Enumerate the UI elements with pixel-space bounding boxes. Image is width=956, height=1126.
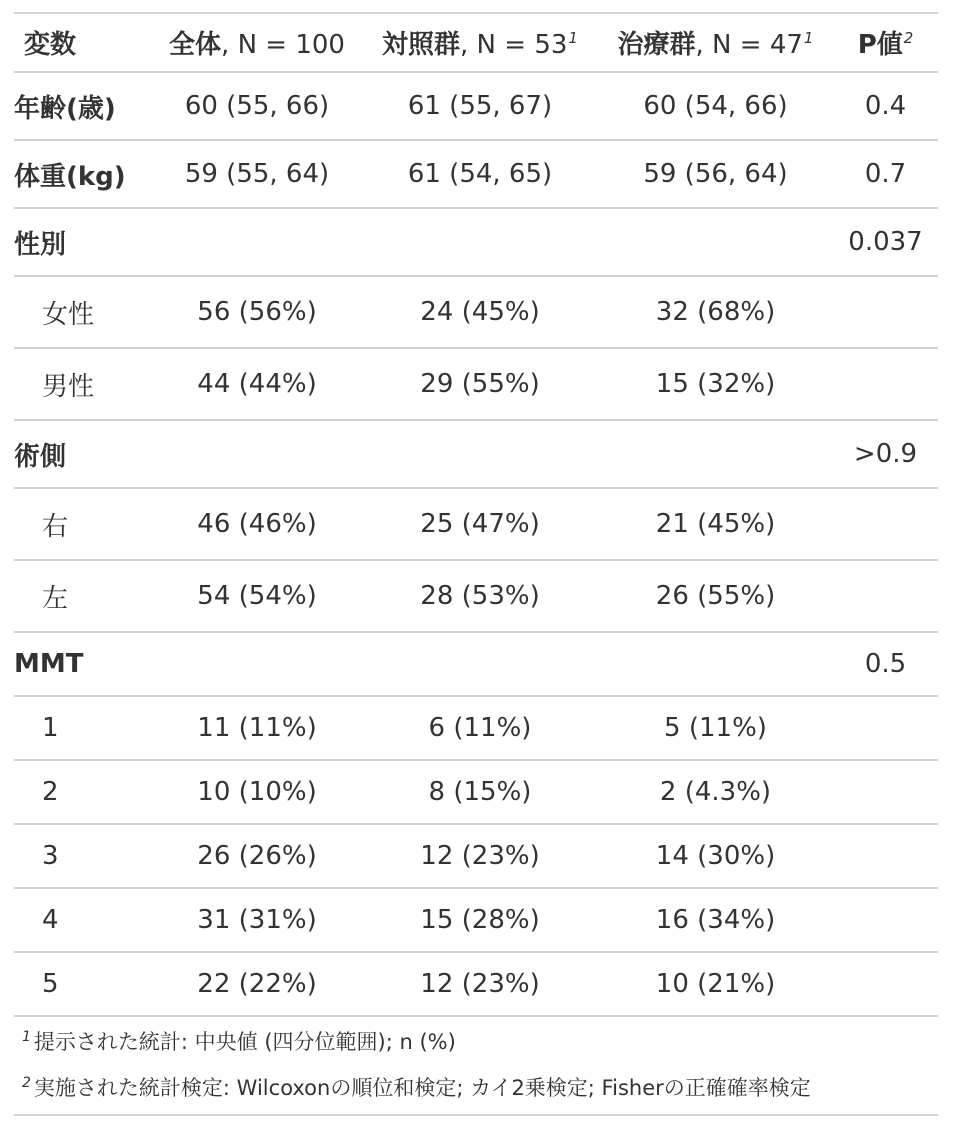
cell-treatment: 26 (55%) (598, 560, 833, 632)
cell-pvalue: 0.4 (833, 72, 938, 140)
footnote-text: 実施された統計検定: Wilcoxonの順位和検定; カイ2乗検定; Fisherの正確確率検定 (33, 1076, 811, 1100)
cell-control: 6 (11%) (362, 696, 598, 760)
row-label: 性別 (14, 208, 152, 276)
cell-overall: 22 (22%) (152, 952, 362, 1016)
cell-treatment: 5 (11%) (598, 696, 833, 760)
cell-pvalue (833, 760, 938, 824)
cell-pvalue (833, 348, 938, 420)
cell-pvalue (833, 824, 938, 888)
row-label: 女性 (14, 276, 152, 348)
table-row-mmt-2 (14, 760, 938, 824)
cell-overall: 44 (44%) (152, 348, 362, 420)
row-label: MMT (14, 632, 152, 696)
cell-control: 8 (15%) (362, 760, 598, 824)
cell-treatment (598, 632, 833, 696)
cell-treatment: 14 (30%) (598, 824, 833, 888)
table-row-sex (14, 208, 938, 276)
header-pvalue: P値$^2$ (833, 13, 938, 72)
cell-pvalue (833, 952, 938, 1016)
cell-overall: 26 (26%) (152, 824, 362, 888)
cell-control: 24 (45%) (362, 276, 598, 348)
cell-treatment: 59 (56, 64) (598, 140, 833, 208)
table-row-male (14, 348, 938, 420)
cell-treatment: 10 (21%) (598, 952, 833, 1016)
row-label: 5 (14, 952, 152, 1016)
cell-treatment: 32 (68%) (598, 276, 833, 348)
cell-pvalue (833, 888, 938, 952)
row-label: 1 (14, 696, 152, 760)
table-row-mmt-1 (14, 696, 938, 760)
cell-control (362, 208, 598, 276)
footnote-mark: 1 (568, 29, 578, 48)
cell-treatment: 60 (54, 66) (598, 72, 833, 140)
cell-pvalue: 0.5 (833, 632, 938, 696)
header-control: 対照群, N = 53$^1$ (362, 13, 598, 72)
row-label: 2 (14, 760, 152, 824)
cell-control: 12 (23%) (362, 952, 598, 1016)
table-footnotes (14, 1016, 938, 1116)
footnote-mark: 2 (22, 1075, 31, 1091)
cell-treatment: 15 (32%) (598, 348, 833, 420)
header-treatment: 治療群, N = 47$^1$ (598, 13, 833, 72)
cell-pvalue: 0.7 (833, 140, 938, 208)
footnote-mark: 2 (903, 29, 914, 48)
table-row-mmt-4 (14, 888, 938, 952)
cell-control: 29 (55%) (362, 348, 598, 420)
footnote-2 (22, 1072, 811, 1102)
cell-treatment (598, 420, 833, 488)
cell-overall: 46 (46%) (152, 488, 362, 560)
summary-table (14, 12, 938, 1017)
footnote-mark: 1 (803, 29, 814, 48)
cell-control: 28 (53%) (362, 560, 598, 632)
table-row-side (14, 420, 938, 488)
footnote-text: 提示された統計: 中央値 (四分位範囲); n (%) (33, 1030, 456, 1054)
cell-treatment: 16 (34%) (598, 888, 833, 952)
table-row-weight (14, 140, 938, 208)
cell-overall: 56 (56%) (152, 276, 362, 348)
row-label: 3 (14, 824, 152, 888)
cell-overall: 59 (55, 64) (152, 140, 362, 208)
table-row-left (14, 560, 938, 632)
table-row-right (14, 488, 938, 560)
cell-treatment: 2 (4.3%) (598, 760, 833, 824)
row-label: 術側 (14, 420, 152, 488)
table-row-female (14, 276, 938, 348)
table-row-age (14, 72, 938, 140)
cell-pvalue: 0.037 (833, 208, 938, 276)
cell-control: 15 (28%) (362, 888, 598, 952)
cell-treatment: 21 (45%) (598, 488, 833, 560)
cell-control (362, 420, 598, 488)
footnote-mark: 1 (22, 1029, 31, 1045)
cell-overall: 31 (31%) (152, 888, 362, 952)
cell-control: 12 (23%) (362, 824, 598, 888)
cell-control (362, 632, 598, 696)
cell-overall: 10 (10%) (152, 760, 362, 824)
cell-overall: 54 (54%) (152, 560, 362, 632)
cell-pvalue (833, 276, 938, 348)
cell-control: 25 (47%) (362, 488, 598, 560)
row-label: 左 (14, 560, 152, 632)
cell-pvalue (833, 696, 938, 760)
header-overall: 全体, N = 100 (152, 13, 362, 72)
cell-control: 61 (54, 65) (362, 140, 598, 208)
row-label: 4 (14, 888, 152, 952)
cell-overall: 11 (11%) (152, 696, 362, 760)
cell-pvalue (833, 488, 938, 560)
cell-overall (152, 420, 362, 488)
row-label: 年齢(歳) (14, 72, 152, 140)
row-label: 体重(kg) (14, 140, 152, 208)
cell-overall (152, 208, 362, 276)
footnote-1 (22, 1026, 456, 1056)
cell-overall (152, 632, 362, 696)
table-row-mmt (14, 632, 938, 696)
table-row-mmt-3 (14, 824, 938, 888)
table-body (14, 72, 938, 1016)
cell-treatment (598, 208, 833, 276)
header-row (14, 13, 938, 72)
header-variable: 変数 (14, 13, 152, 72)
table-row-mmt-5 (14, 952, 938, 1016)
cell-overall: 60 (55, 66) (152, 72, 362, 140)
cell-pvalue: >0.9 (833, 420, 938, 488)
table-header (14, 13, 938, 72)
cell-pvalue (833, 560, 938, 632)
cell-control: 61 (55, 67) (362, 72, 598, 140)
row-label: 右 (14, 488, 152, 560)
row-label: 男性 (14, 348, 152, 420)
